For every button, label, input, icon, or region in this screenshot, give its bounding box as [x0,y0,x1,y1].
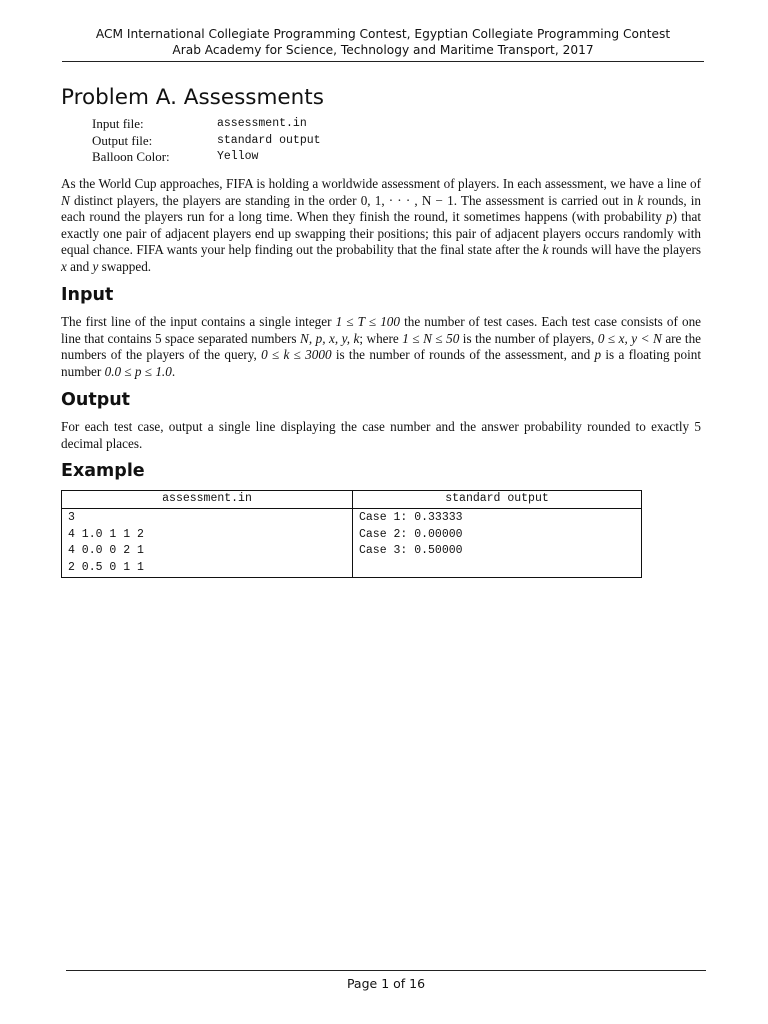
input-description [61,314,701,380]
meta-key: Balloon Color: [92,149,170,164]
meta-value: Yellow [217,150,259,163]
meta-row-input-file [92,116,321,133]
statement-text: rounds will have the players [551,242,702,258]
var-x: x [61,258,67,274]
t-range: 1 ≤ T ≤ 100 [335,314,400,329]
problem-meta [92,116,321,166]
meta-row-output-file [92,133,321,150]
header-line-1: ACM International Collegiate Programming Contest, Egyptian Collegiate Programming Contest [95,27,671,41]
header-line-2: Arab Academy for Science, Technology and Maritime Transport, 2017 [172,43,594,57]
meta-value: assessment.in [217,117,307,130]
input-line: 4 1.0 1 1 2 [68,527,144,541]
example-table [61,490,642,578]
output-line: Case 3: 0.50000 [359,544,463,557]
input-text: is the number of rounds of the assessment, and [335,347,591,363]
var-n: N [61,192,70,208]
problem-statement [61,176,701,276]
input-line: 2 0.5 0 1 1 [68,560,144,574]
input-vars: N, p, x, y, k [300,330,360,346]
xy-range: 0 ≤ x, y < N [597,330,662,346]
page-number: Page 1 of 16 [346,976,426,991]
output-line: Case 1: 0.33333 [359,511,463,524]
contest-header [62,26,704,58]
input-line: 3 [68,511,75,524]
example-output-cell [353,509,642,578]
meta-row-balloon-color [92,149,321,166]
statement-text: swapped. [101,258,152,274]
var-k: k [637,192,644,208]
output-line: Case 2: 0.00000 [359,527,463,541]
statement-text: rounds, in each round the players run for a long time. When they finish the round, it sometimes happens (with probability [61,192,702,225]
example-row [62,509,642,578]
statement-text: ) that exactly one pair of adjacent players end up swapping their positions; this pair of adjacent players occurs randomly with equal chance. FIFA wants your help finding out the probability that the final state after the [61,209,701,258]
statement-text: distinct players, the players are standing in the order [73,192,357,208]
var-p: p [666,209,673,225]
input-heading: Input [61,285,114,305]
input-text: the number of test cases. Each test case consists of one line that contains 5 space separated numbers [61,314,702,346]
input-line: 4 0.0 0 2 1 [68,544,144,557]
meta-key: Output file: [92,132,153,148]
statement-text: and [70,258,90,274]
input-text: is the number of players, [462,330,595,346]
column-header-input: assessment.in [62,491,353,509]
example-heading: Example [61,461,145,481]
var-p: p [594,347,602,363]
example-input-cell [62,509,353,578]
column-header-output: standard output [353,491,642,509]
var-y: y [92,258,99,274]
player-order: 0, 1, · · · , N − 1 [360,192,454,208]
input-text: The first line of the input contains a single integer [61,314,332,329]
input-text: are the numbers of the players of the query, [61,330,702,363]
input-text: . [171,363,176,379]
statement-text: As the World Cup approaches, FIFA is holding a worldwide assessment of players. In each assessment, we have a line of [61,176,701,191]
var-k: k [542,242,549,258]
meta-key: Input file: [92,116,144,131]
n-range: 1 ≤ N ≤ 50 [402,330,460,346]
statement-text: . The assessment is carried out in [453,192,634,208]
k-range: 0 ≤ k ≤ 3000 [261,347,332,363]
footer-rule [66,970,706,971]
meta-value: standard output [217,133,321,147]
example-table-header [62,491,642,509]
output-description: For each test case, output a single line displaying the case number and the answer probability rounded to exactly 5 decimal places. [61,419,701,451]
input-text: ; where [359,330,399,346]
output-heading: Output [61,390,131,410]
input-text: is a floating point number [61,347,701,379]
p-range: 0.0 ≤ p ≤ 1.0 [104,363,172,379]
problem-title: Problem A. Assessments [61,85,324,110]
header-rule [62,61,704,62]
